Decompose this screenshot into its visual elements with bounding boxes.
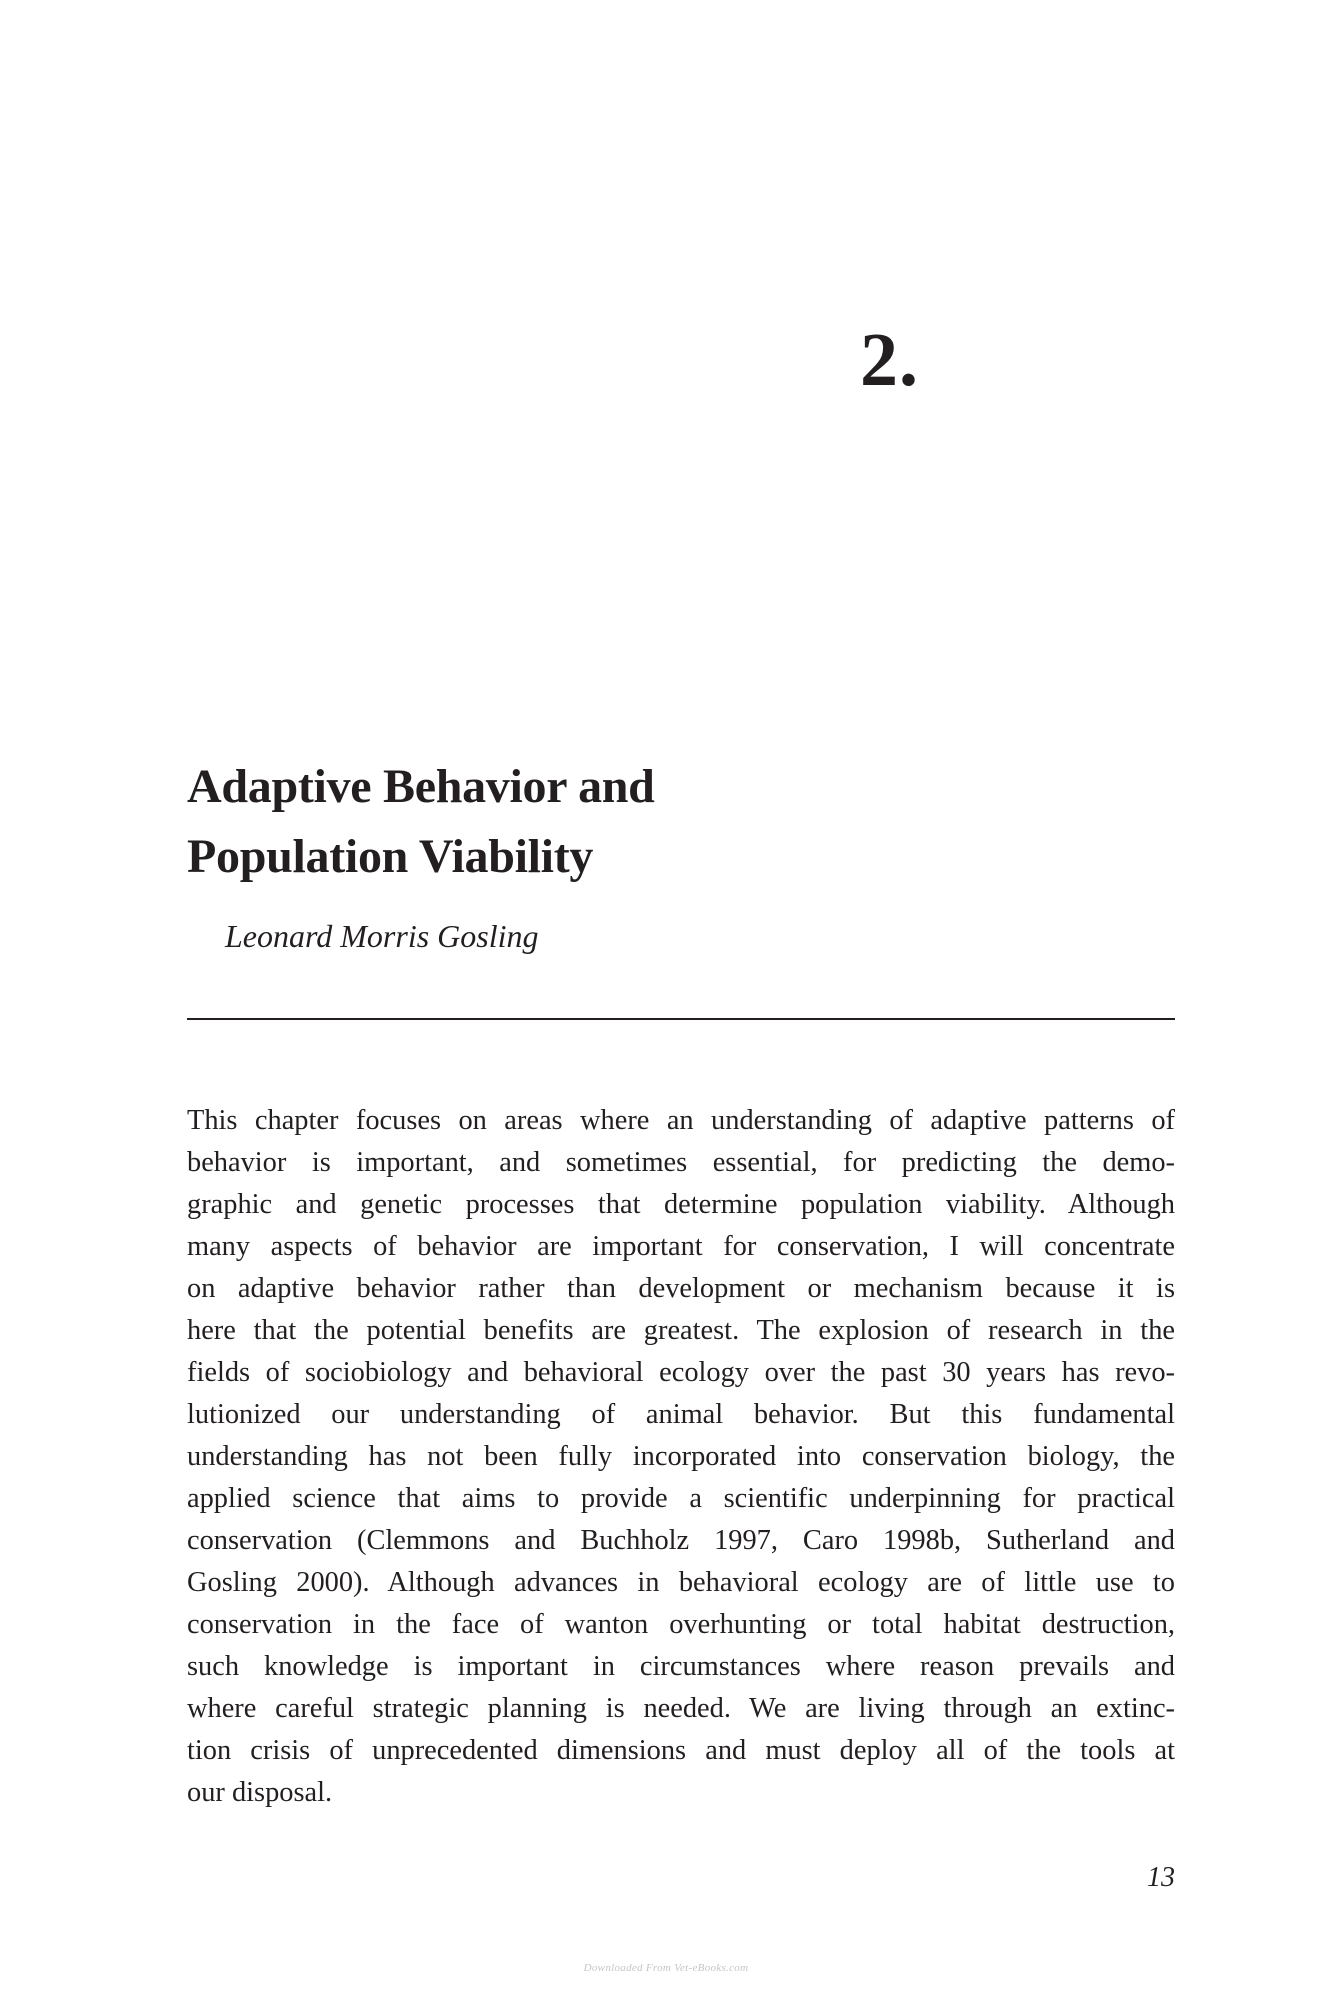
body-line: fields of sociobiology and behavioral ecology over the past 30 years has revo- bbox=[187, 1357, 1175, 1388]
body-line: lutionized our understanding of animal behavior. But this fundamental bbox=[187, 1399, 1175, 1430]
body-line: understanding has not been fully incorporated into conservation biology, the bbox=[187, 1441, 1175, 1472]
body-line: applied science that aims to provide a scientific underpinning for practical bbox=[187, 1483, 1175, 1514]
body-line: many aspects of behavior are important for conservation, I will concentrate bbox=[187, 1231, 1175, 1262]
body-line: our disposal. bbox=[187, 1777, 333, 1808]
page-number: 13 bbox=[1147, 1862, 1175, 1893]
body-line: behavior is important, and sometimes essential, for predicting the demo- bbox=[187, 1147, 1175, 1178]
body-line: here that the potential benefits are greatest. The explosion of research in the bbox=[187, 1315, 1175, 1346]
chapter-title bbox=[187, 752, 1087, 892]
chapter-number: 2. bbox=[860, 318, 919, 402]
body-paragraph bbox=[187, 1100, 1175, 1814]
download-watermark: Downloaded From Vet-eBooks.com bbox=[583, 1962, 749, 1974]
chapter-author: Leonard Morris Gosling bbox=[225, 918, 539, 954]
chapter-title-line: Adaptive Behavior and bbox=[187, 760, 655, 813]
body-line: graphic and genetic processes that determine population viability. Although bbox=[187, 1189, 1175, 1220]
body-line: such knowledge is important in circumstances where reason prevails and bbox=[187, 1651, 1175, 1682]
body-line: conservation (Clemmons and Buchholz 1997, Caro 1998b, Sutherland and bbox=[187, 1525, 1175, 1556]
body-line: where careful strategic planning is needed. We are living through an extinc- bbox=[187, 1693, 1175, 1724]
body-line: on adaptive behavior rather than development or mechanism because it is bbox=[187, 1273, 1175, 1304]
body-line: This chapter focuses on areas where an understanding of adaptive patterns of bbox=[187, 1105, 1175, 1136]
body-line: conservation in the face of wanton overhunting or total habitat destruction, bbox=[187, 1609, 1175, 1640]
body-line: Gosling 2000). Although advances in behavioral ecology are of little use to bbox=[187, 1567, 1175, 1598]
body-line: tion crisis of unprecedented dimensions and must deploy all of the tools at bbox=[187, 1735, 1175, 1766]
chapter-title-line: Population Viability bbox=[187, 830, 594, 883]
title-divider bbox=[187, 1018, 1175, 1020]
